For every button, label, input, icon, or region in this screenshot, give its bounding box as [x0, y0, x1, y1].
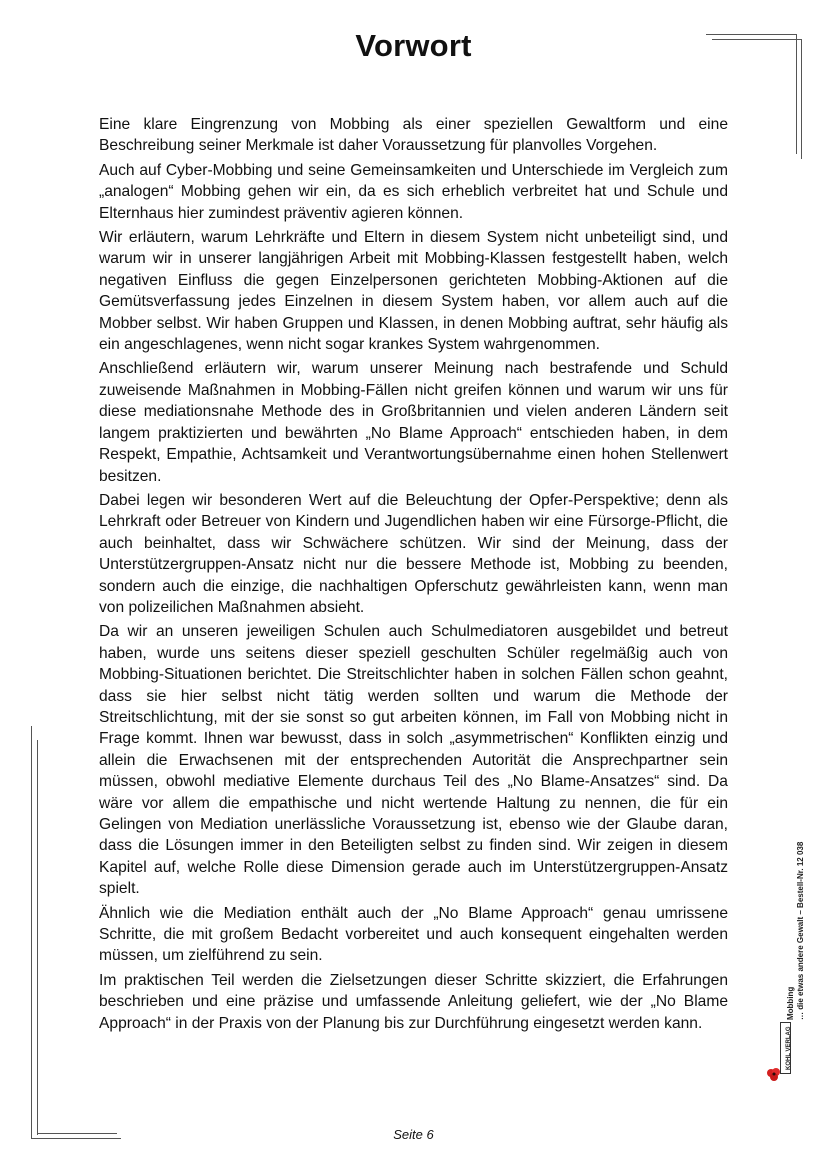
paragraph: Anschließend erläutern wir, warum unserer Meinung nach bestrafende und Schuld zuweisende Maßnahmen in Mobbing-Fällen nicht greifen können und warum wir uns für diese mediationsnahe Methode des in Großbritannien und vielen anderen Ländern seit langem praktizierten und bewährten „No Blame Approach“ entschieden haben, in dem Respekt, Empathie, Achtsamkeit und Verantwortungsübernahme einen hohen Stellenwert besitzen.: [99, 360, 728, 485]
paragraph: Da wir an unseren jeweiligen Schulen auch Schulmediatoren ausgebildet und betreut haben, wurde uns seitens dieser speziell geschulten Schüler regelmäßig auch von Mobbing-Situationen berichtet. Die Streitschlichter haben in solchen Fällen schon geahnt, dass sie hier selbst nicht tätig werden sollten und warum die Methode der Streitschlichtung, mit der sie sonst so gut arbeiten können, im Fall von Mobbing nicht in Frage kommt. Ihnen war bewusst, dass in solch „asymmetrischen“ Konflikten einzig und allein die Erwachsenen mit der entsprechenden Autorität die Ansprechpartner sein müssen, obwohl mediative Elemente durchaus Teil des „No Blame-Ansatzes“ sind. Da wäre vor allem die empathische und nicht wertende Haltung zu nennen, die für ein Gelingen von Mediation unerlässliche Voraussetzung ist, ebenso wie der Glaube daran, dass die Lösungen immer in den Beteiligten selbst zu finden sind. Wir zeigen in diesem Kapitel auf, welche Rolle diese Dimension gerade auch im Unterstützergruppen-Ansatz spielt.: [99, 623, 728, 898]
side-label-line1: Mobbing: [786, 986, 795, 1020]
frame-line-bottom-left-v2: [37, 740, 38, 1135]
frame-line-bottom-left-v1: [31, 726, 32, 1139]
poppy-flower-icon: [766, 1066, 782, 1082]
page-number: Seite 6: [393, 1127, 434, 1142]
paragraph: Wir erläutern, warum Lehrkräfte und Eltern in diesem System nicht unbeteiligt sind, und warum wir in unserer langjährigen Arbeit mit Mobbing-Klassen festgestellt haben, welch negativen Einfluss die gegen Einzelpersonen gerichteten Mobbing-Aktionen auf die Gemütsverfassung jedes Einzelnen in diesem System haben, vor allem auch auf die Mobber selbst. Wir haben Gruppen und Klassen, in denen Mobbing auftrat, sehr häufig als ein angeschlagenes, wenn nicht sogar krankes System wahrgenommen.: [99, 229, 728, 354]
foreword-body: [99, 114, 728, 1037]
paragraph: Eine klare Eingrenzung von Mobbing als einer speziellen Gewaltform und eine Beschreibung seiner Merkmale ist daher Voraussetzung für planvolles Vorgehen.: [99, 116, 728, 155]
paragraph: Auch auf Cyber-Mobbing und seine Gemeinsamkeiten und Unterschiede im Vergleich zum „analogen“ Mobbing gehen wir ein, da es sich erheblich verbreitet hat und Schule und Elternhaus hier zumindest präventiv agieren können.: [99, 161, 728, 222]
paragraph: Im praktischen Teil werden die Zielsetzungen dieser Schritte skizziert, die Erfahrungen beschrieben und eine präzise und umfassende Anleitung geliefert, wie der „No Blame Approach“ in der Praxis von der Planung bis zur Durchführung eingesetzt werden kann.: [99, 971, 728, 1032]
logo-text: KOHL VERLAG: [786, 1026, 792, 1070]
side-publication-label: [775, 765, 805, 1020]
side-label-line2: … die etwas andere Gewalt – Bestell-Nr. 12 038: [796, 841, 805, 1020]
page-title: Vorwort: [355, 28, 472, 63]
paragraph: Ähnlich wie die Mediation enthält auch der „No Blame Approach“ genau umrissene Schritte, die mit großem Bedacht vorbereitet und auch konsequent eingehalten werden müssen, um zielführend zu sein.: [99, 904, 728, 965]
paragraph: Dabei legen wir besonderen Wert auf die Beleuchtung der Opfer-Perspektive; denn als Lehrkraft oder Betreuer von Kindern und Jugendlichen haben wir eine Fürsorge-Pflicht, die auch beinhaltet, dass wir Schwächere schützen. Wir sind der Meinung, dass der Unterstützergruppen-Ansatz nicht nur die bessere Methode ist, Mobbing zu beenden, sondern auch die einzige, die nachhaltigen Opferschutz gewährleisten kann, wenn man von polizeilichen Maßnahmen absieht.: [99, 491, 728, 616]
publisher-logo: [766, 1022, 796, 1086]
